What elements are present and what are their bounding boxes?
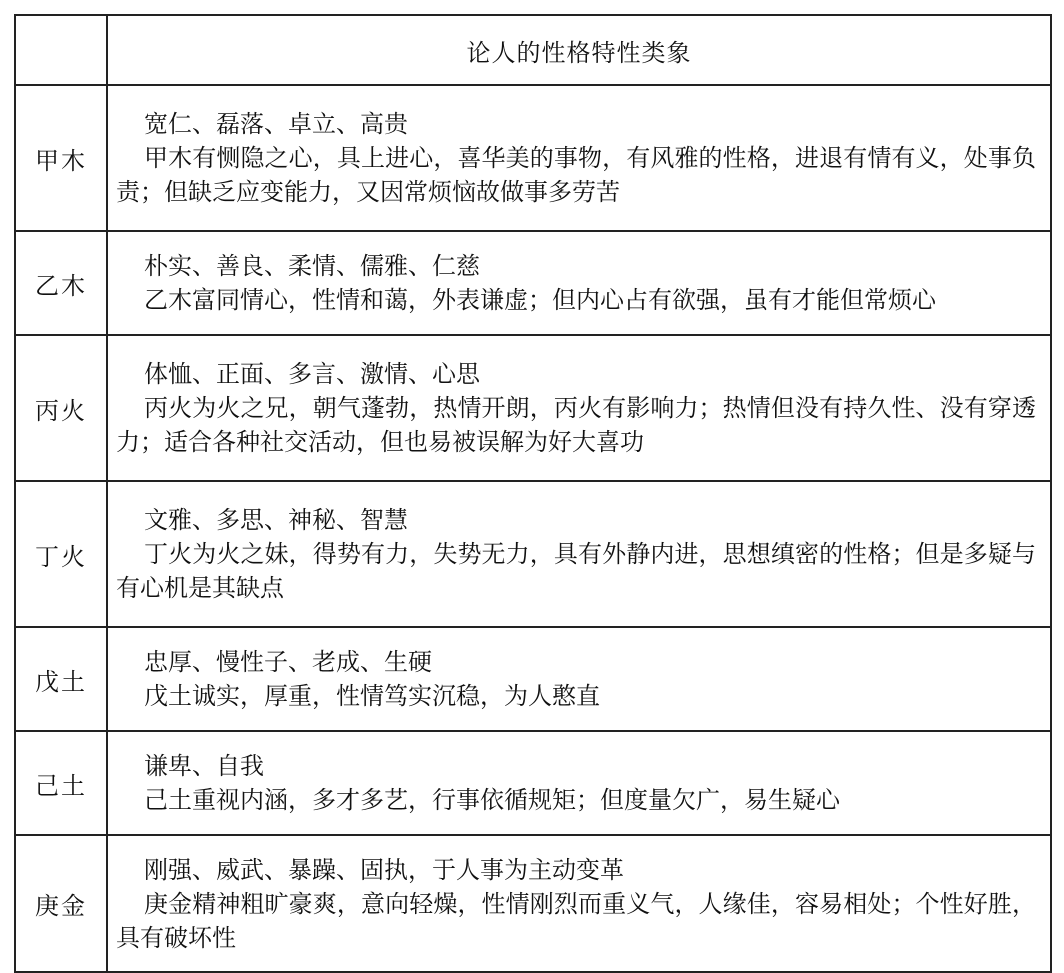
- trait-keywords: 体恤、正面、多言、激情、心思: [144, 360, 480, 388]
- trait-keywords: 朴实、善良、柔情、儒雅、仁慈: [144, 252, 480, 280]
- trait-cell: [107, 85, 1051, 231]
- stem-label: 丁火: [15, 481, 107, 627]
- corner-cell: [15, 15, 107, 85]
- trait-description: 戊土诚实，厚重，性情笃实沉稳，为人憨直: [144, 682, 600, 710]
- trait-keywords: 谦卑、自我: [144, 752, 264, 780]
- trait-description: 丙火为火之兄，朝气蓬勃，热情开朗，丙火有影响力；热情但没有持久性、没有穿透力；适合各种社交活动，但也易被误解为好大喜功: [116, 394, 1036, 456]
- table-row: [15, 835, 1051, 972]
- trait-description: 乙木富同情心，性情和蔼，外表谦虚；但内心占有欲强，虽有才能但常烦心: [144, 286, 936, 314]
- trait-cell: [107, 835, 1051, 972]
- table-header-row: [15, 15, 1051, 85]
- traits-table: [14, 14, 1052, 973]
- trait-description: 庚金精神粗旷豪爽，意向轻燥，性情刚烈而重义气，人缘佳，容易相处；个性好胜，具有破坏性: [116, 889, 1036, 952]
- table-row: [15, 481, 1051, 627]
- trait-description: 甲木有恻隐之心，具上进心，喜华美的事物，有风雅的性格，进退有情有义，处事负责；但缺乏应变能力，又因常烦恼故做事多劳苦: [116, 144, 1036, 206]
- trait-cell: [107, 481, 1051, 627]
- trait-keywords: 文雅、多思、神秘、智慧: [144, 506, 408, 534]
- stem-label: 乙木: [15, 231, 107, 335]
- trait-cell: [107, 731, 1051, 835]
- table-row: [15, 85, 1051, 231]
- trait-cell: [107, 335, 1051, 481]
- table-row: [15, 627, 1051, 731]
- trait-keywords: 刚强、威武、暴躁、固执，于人事为主动变革: [144, 855, 624, 884]
- trait-cell: [107, 627, 1051, 731]
- trait-description: 丁火为火之妹，得势有力，失势无力，具有外静内进，思想缜密的性格；但是多疑与有心机是其缺点: [116, 540, 1036, 602]
- table-row: [15, 731, 1051, 835]
- stem-label: 己土: [15, 731, 107, 835]
- trait-keywords: 宽仁、磊落、卓立、高贵: [144, 110, 408, 138]
- trait-cell: [107, 231, 1051, 335]
- trait-keywords: 忠厚、慢性子、老成、生硬: [144, 648, 432, 676]
- stem-label: 丙火: [15, 335, 107, 481]
- trait-description: 己土重视内涵，多才多艺，行事依循规矩；但度量欠广，易生疑心: [144, 786, 840, 814]
- table-row: [15, 335, 1051, 481]
- stem-label: 庚金: [15, 835, 107, 972]
- table-title: 论人的性格特性类象: [107, 15, 1051, 85]
- stem-label: 甲木: [15, 85, 107, 231]
- stem-label: 戊土: [15, 627, 107, 731]
- table-row: [15, 231, 1051, 335]
